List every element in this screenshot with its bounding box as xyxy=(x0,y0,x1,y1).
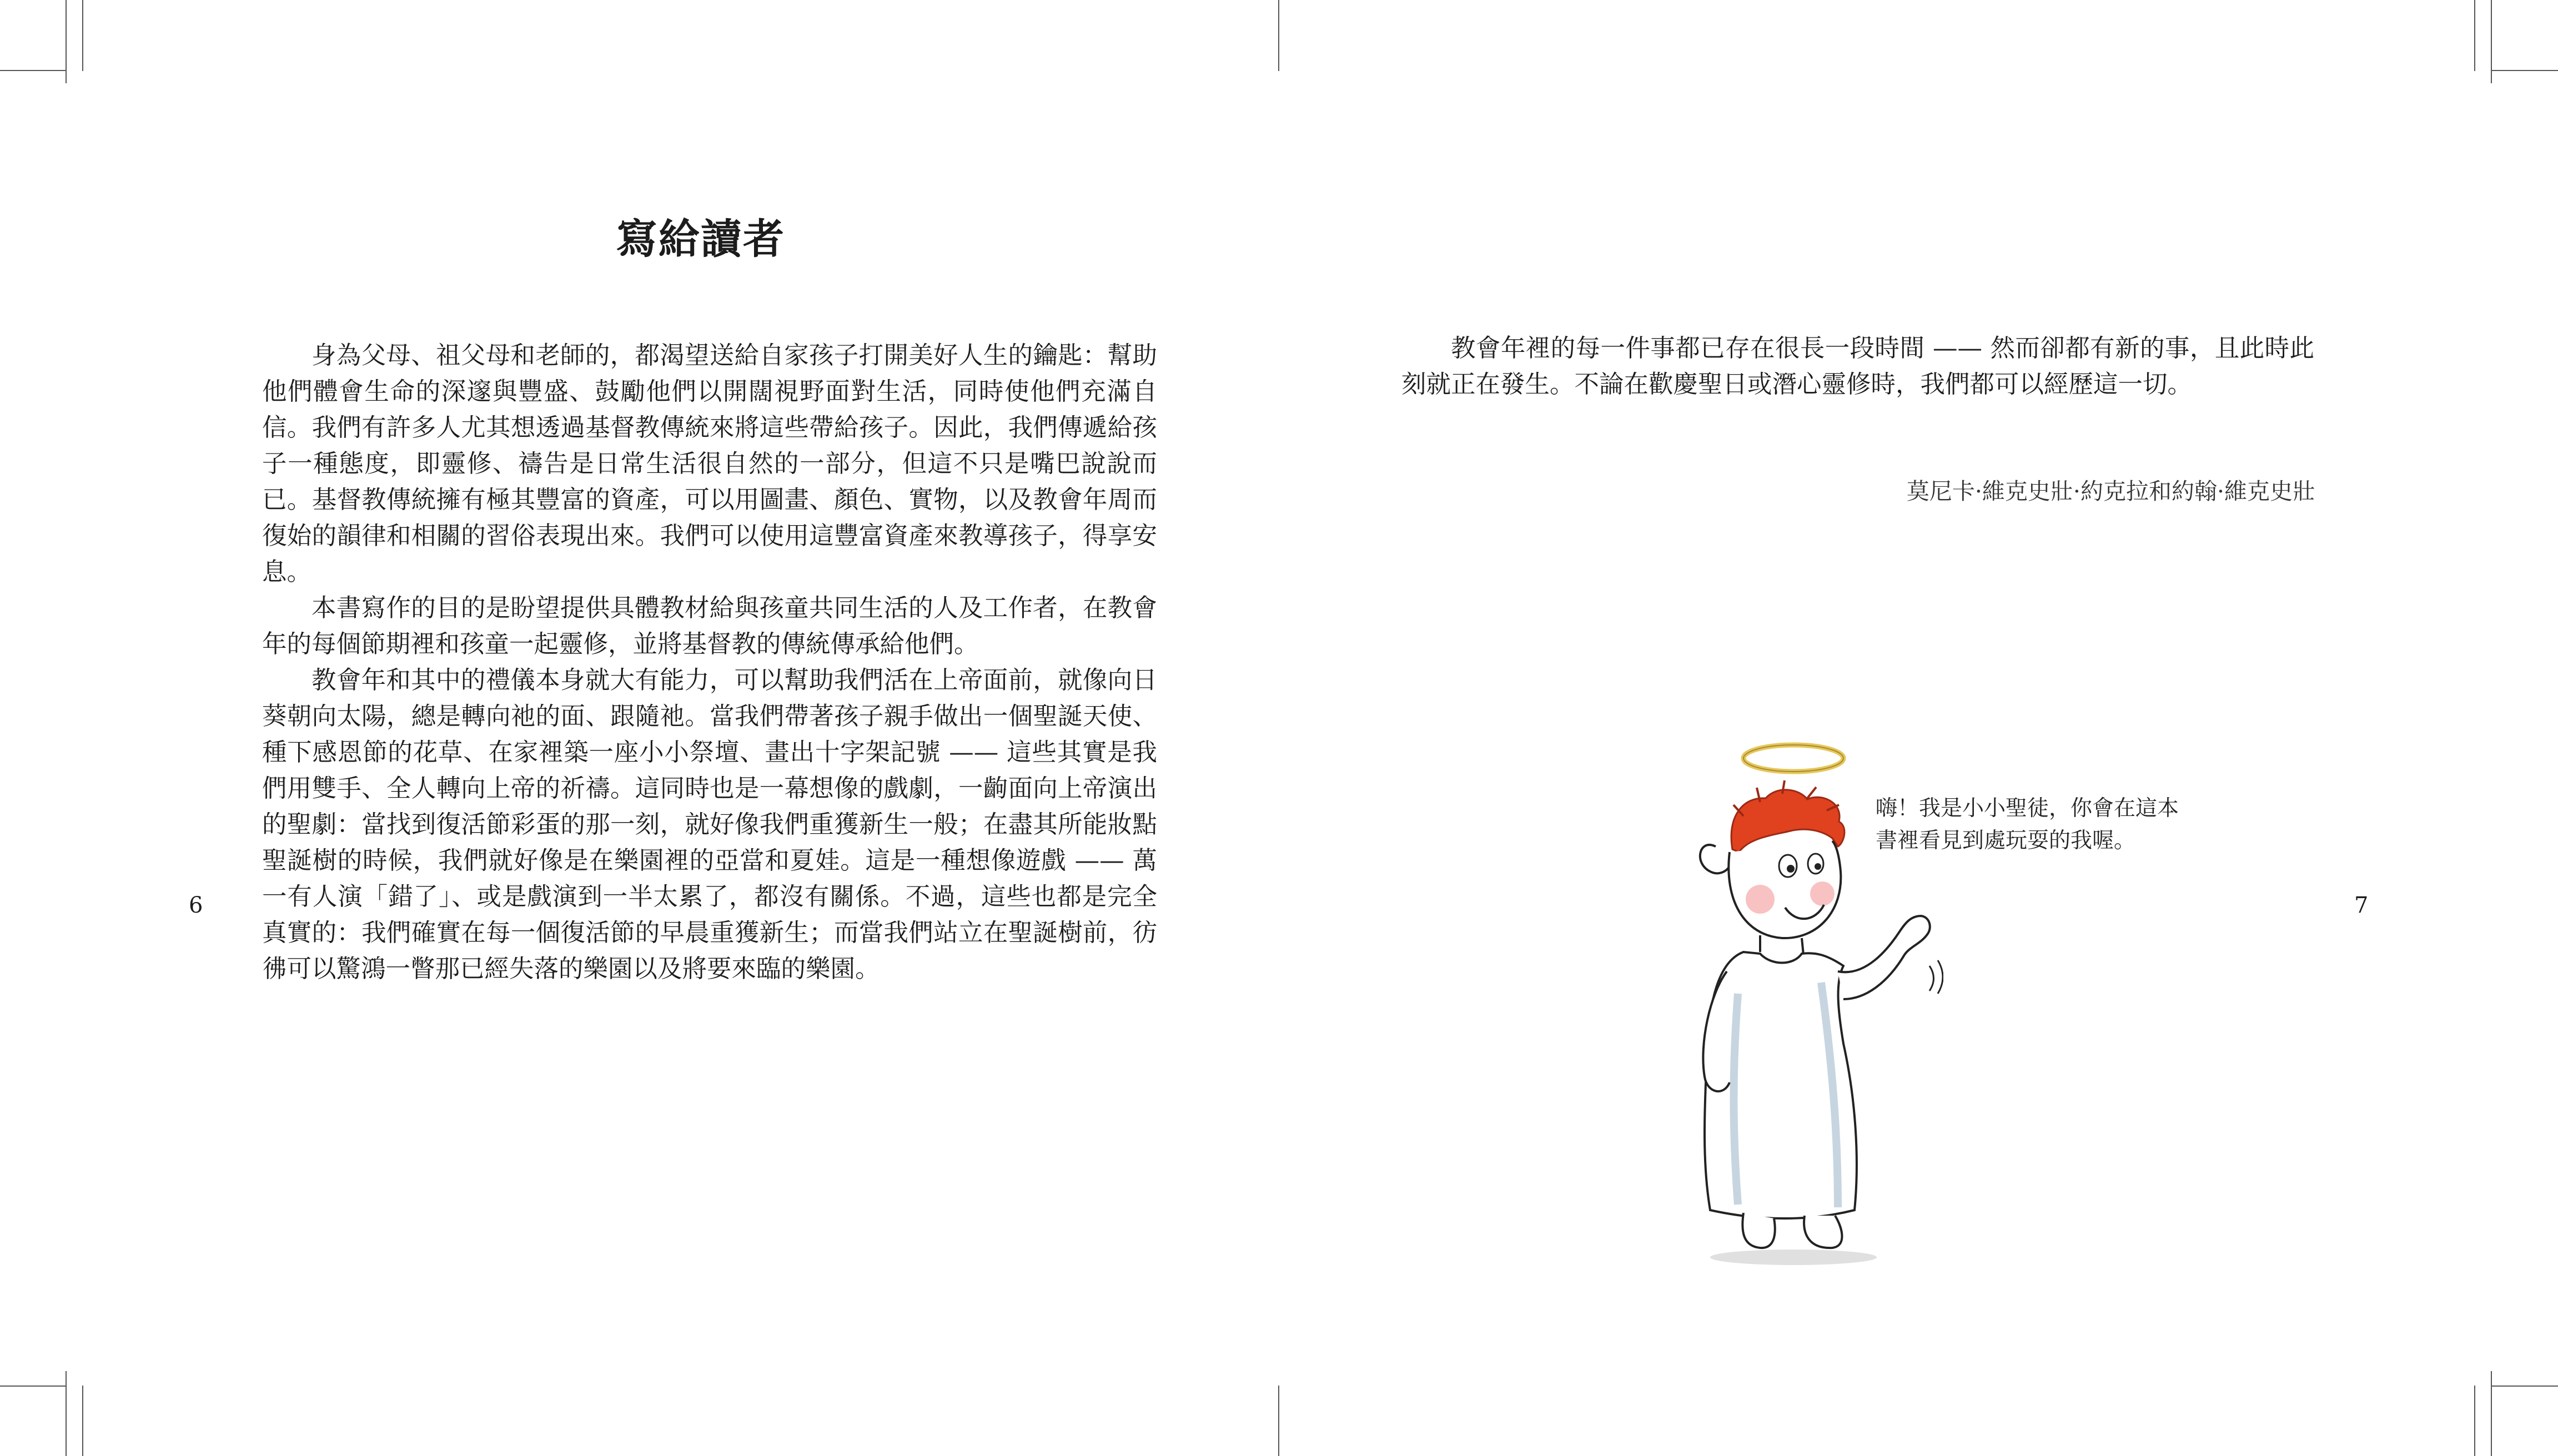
paragraph-2: 本書寫作的目的是盼望提供具體教材給與孩童共同生活的人及工作者，在教會年的每個節期裡和孩童一起靈修，並將基督教的傳統傳承給他們。 xyxy=(262,594,1157,658)
body-text xyxy=(262,337,1157,987)
page-number-right: 7 xyxy=(2354,893,2369,918)
page-title: 寫給讀者 xyxy=(616,215,785,263)
quote-attribution: 莫尼卡·維克史壯·約克拉和約翰·維克史壯 xyxy=(1906,478,2315,505)
quote-text: 教會年裡的每一件事都已存在很長一段時間 —— 然而卻都有新的事，且此時此刻就正在發生。不論在歡慶聖日或潛心靈修時，我們都可以經歷這一切。 xyxy=(1401,334,2314,399)
page-number-left: 6 xyxy=(189,893,203,918)
paragraph-1: 身為父母、祖父母和老師的，都渴望送給自家孩子打開美好人生的鑰匙：幫助他們體會生命的深邃與豐盛、鼓勵他們以開闊視野面對生活，同時使他們充滿自信。我們有許多人尤其想透過基督教傳統來將這些帶給孩子。因此，我們傳遞給孩子一種態度，即靈修、禱告是日常生活很自然的一部分，但這不只是嘴巴說說而已。基督教傳統擁有極其豐富的資產，可以用圖畫、顏色、實物，以及教會年周而復始的韻律和相關的習俗表現出來。我們可以使用這豐富資產來教導孩子，得享安息。 xyxy=(262,341,1157,586)
little-saint-angel-icon xyxy=(1677,733,1943,1266)
paragraph-3: 教會年和其中的禮儀本身就大有能力，可以幫助我們活在上帝面前，就像向日葵朝向太陽，總是轉向祂的面、跟隨祂。當我們帶著孩子親手做出一個聖誕天使、種下感恩節的花草、在家裡築一座小小祭壇、畫出十字架記號 —— 這些其實是我們用雙手、全人轉向上帝的祈禱。這同時也是一幕想像的戲劇，一齣面向上帝演出的聖劇：當找到復活節彩蛋的那一刻，就好像我們重獲新生一般；在盡其所能妝點聖誕樹的時候，我們就好像是在樂園裡的亞當和夏娃。這是一種想像遊戲 —— 萬一有人演「錯了」、或是戲演到一半太累了，都沒有關係。不過，這些也都是完全真實的：我們確實在每一個復活節的早晨重獲新生；而當我們站立在聖誕樹前，彷彿可以驚鴻一瞥那已經失落的樂園以及將要來臨的樂園。 xyxy=(262,666,1157,983)
epigraph-quote xyxy=(1401,330,2314,402)
speech-bubble-text: 嗨！我是小小聖徒，你會在這本書裡看見到處玩耍的我喔。 xyxy=(1876,796,2179,853)
